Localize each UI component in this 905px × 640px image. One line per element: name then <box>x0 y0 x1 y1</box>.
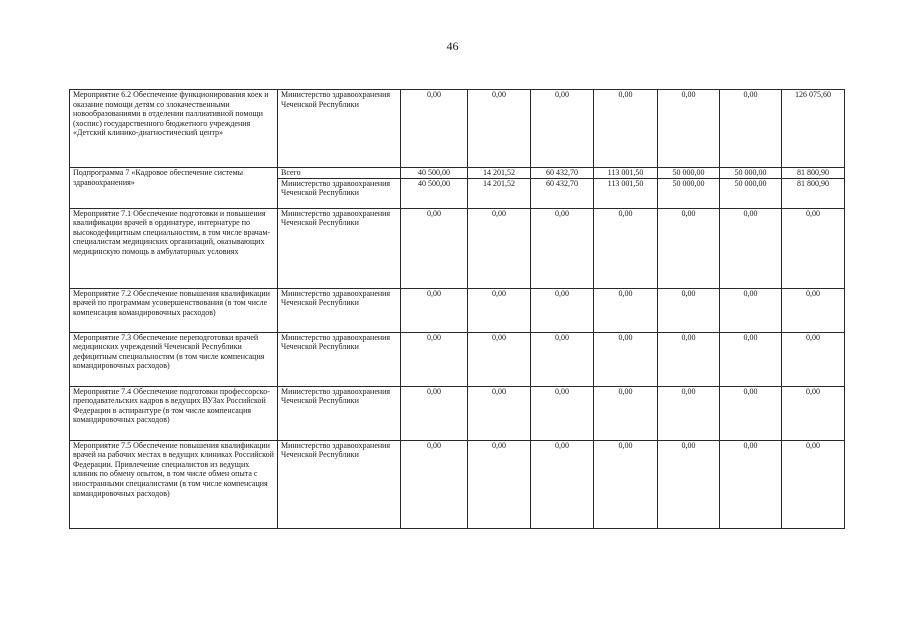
value-cell: 0,00 <box>401 90 468 168</box>
value-cell: 50 000,00 <box>720 168 782 179</box>
value-cell: 0,00 <box>401 386 468 440</box>
value-cell: 60 432,70 <box>531 178 594 208</box>
executor-cell: Всего <box>278 168 401 179</box>
value-cell: 0,00 <box>594 440 658 528</box>
value-cell: 0,00 <box>531 440 594 528</box>
activity-name-cell: Мероприятие 7.1 Обеспечение подготовки и повышения квалификации врачей в ординатуре, интернатуре по высокодефицитным специальностям, в том числе врачам-специалистам медицинских организаций, оказывающих медицинскую помощь в амбулаторных условиях <box>70 208 278 288</box>
value-cell: 50 000,00 <box>658 168 720 179</box>
executor-cell: Министерство здравоохранения Чеченской Республики <box>278 386 401 440</box>
value-cell: 0,00 <box>782 440 845 528</box>
subprogram-name-cell: Подпрограмма 7 «Кадровое обеспечение системы здравоохранения» <box>70 168 278 209</box>
value-cell: 0,00 <box>720 386 782 440</box>
value-cell: 0,00 <box>594 208 658 288</box>
value-cell: 0,00 <box>720 288 782 332</box>
value-cell: 50 000,00 <box>720 178 782 208</box>
value-cell: 0,00 <box>468 440 531 528</box>
table-row <box>70 90 845 168</box>
executor-cell: Министерство здравоохранения Чеченской Республики <box>278 90 401 168</box>
value-cell: 0,00 <box>468 208 531 288</box>
table-row <box>70 440 845 528</box>
value-cell: 0,00 <box>401 440 468 528</box>
value-cell: 0,00 <box>531 90 594 168</box>
value-cell: 113 001,50 <box>594 168 658 179</box>
value-cell: 0,00 <box>594 332 658 386</box>
value-cell: 0,00 <box>468 332 531 386</box>
value-cell: 113 001,50 <box>594 178 658 208</box>
executor-cell: Министерство здравоохранения Чеченской Республики <box>278 208 401 288</box>
executor-cell: Министерство здравоохранения Чеченской Республики <box>278 178 401 208</box>
table-row <box>70 288 845 332</box>
value-cell: 0,00 <box>720 332 782 386</box>
value-cell: 126 075,60 <box>782 90 845 168</box>
value-cell: 40 500,00 <box>401 168 468 179</box>
value-cell: 0,00 <box>468 288 531 332</box>
activity-name-cell: Мероприятие 7.5 Обеспечение повышения квалификации врачей на рабочих местах в ведущих клиниках Российской Федерации. Привлечение специалистов из ведущих клиник по обмену опытом, в том числе обмен опыта с иностранными специалистами (в том числе компенсация командировочных расходов) <box>70 440 278 528</box>
activity-name-cell: Мероприятие 7.4 Обеспечение подготовки профессорско-преподавательских кадров в ведущих ВУЗах Российской Федерации в аспирантуре (в том числе компенсация командировочных расходов) <box>70 386 278 440</box>
value-cell: 0,00 <box>468 90 531 168</box>
value-cell: 0,00 <box>531 332 594 386</box>
executor-cell: Министерство здравоохранения Чеченской Республики <box>278 440 401 528</box>
value-cell: 40 500,00 <box>401 178 468 208</box>
activity-name-cell: Мероприятие 7.2 Обеспечение повышения квалификации врачей по программам усовершенствования (в том числе компенсация командировочных расходов) <box>70 288 278 332</box>
value-cell: 0,00 <box>594 90 658 168</box>
executor-cell: Министерство здравоохранения Чеченской Республики <box>278 288 401 332</box>
table-row <box>70 208 845 288</box>
value-cell: 81 800,90 <box>782 168 845 179</box>
value-cell: 0,00 <box>531 208 594 288</box>
executor-cell: Министерство здравоохранения Чеченской Республики <box>278 332 401 386</box>
activity-name-cell: Мероприятие 7.3 Обеспечение переподготовки врачей медицинских учреждений Чеченской Республики дефицитным специальностям (в том числе компенсация командировочных расходов) <box>70 332 278 386</box>
value-cell: 0,00 <box>658 90 720 168</box>
value-cell: 0,00 <box>594 386 658 440</box>
value-cell: 0,00 <box>782 332 845 386</box>
value-cell: 0,00 <box>594 288 658 332</box>
value-cell: 0,00 <box>782 288 845 332</box>
value-cell: 81 800,90 <box>782 178 845 208</box>
value-cell: 0,00 <box>531 288 594 332</box>
value-cell: 0,00 <box>658 208 720 288</box>
value-cell: 0,00 <box>658 332 720 386</box>
value-cell: 0,00 <box>531 386 594 440</box>
value-cell: 0,00 <box>658 386 720 440</box>
value-cell: 0,00 <box>401 208 468 288</box>
value-cell: 60 432,70 <box>531 168 594 179</box>
value-cell: 14 201,52 <box>468 178 531 208</box>
value-cell: 14 201,52 <box>468 168 531 179</box>
value-cell: 0,00 <box>401 332 468 386</box>
table-row <box>70 168 845 179</box>
value-cell: 0,00 <box>658 288 720 332</box>
value-cell: 0,00 <box>720 440 782 528</box>
table-row <box>70 386 845 440</box>
value-cell: 0,00 <box>401 288 468 332</box>
page-number: 46 <box>446 39 459 53</box>
value-cell: 0,00 <box>720 90 782 168</box>
value-cell: 0,00 <box>720 208 782 288</box>
value-cell: 0,00 <box>782 386 845 440</box>
value-cell: 0,00 <box>468 386 531 440</box>
value-cell: 50 000,00 <box>658 178 720 208</box>
table-row <box>70 332 845 386</box>
value-cell: 0,00 <box>782 208 845 288</box>
value-cell: 0,00 <box>658 440 720 528</box>
program-budget-table <box>69 89 845 529</box>
activity-name-cell: Мероприятие 6.2 Обеспечение функционирования коек и оказание помощи детям со злокачественными новообразованиями в отделении паллиативной помощи (хоспис) государственного бюджетного учреждения «Детский клинико-диагностический центр» <box>70 90 278 168</box>
